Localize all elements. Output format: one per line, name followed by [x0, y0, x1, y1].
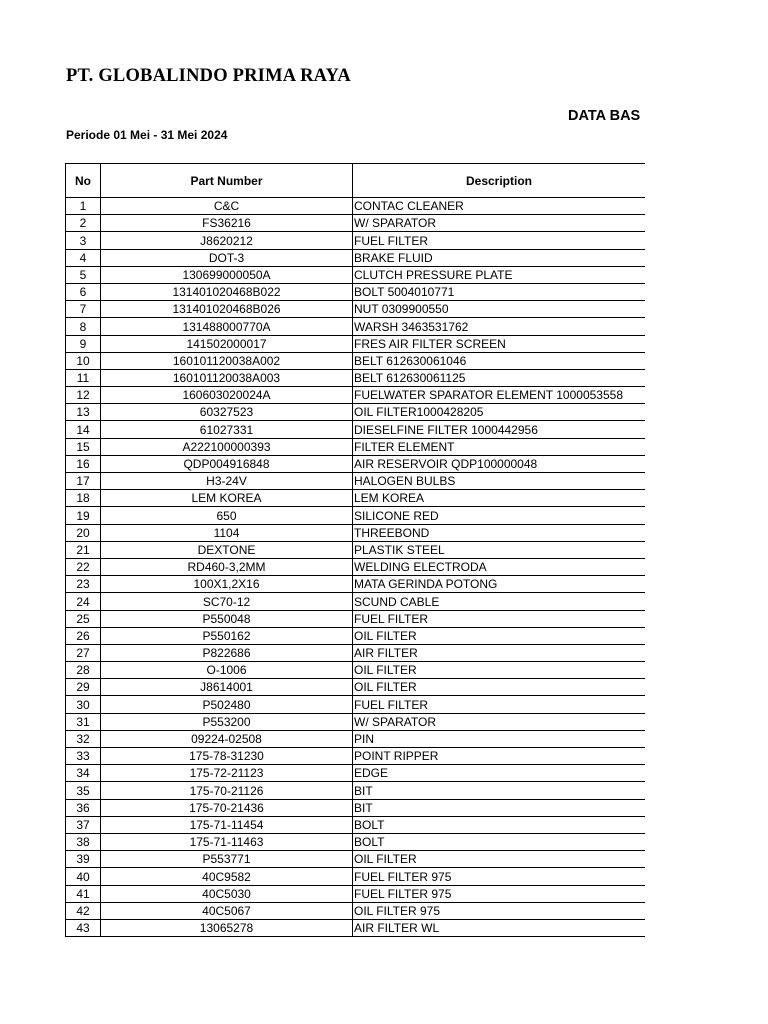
- description-cell: AIR RESERVOIR QDP100000048: [353, 455, 646, 472]
- row-number-cell: 36: [66, 799, 101, 816]
- table-row: [66, 851, 646, 868]
- table-header: [66, 164, 646, 198]
- row-number-cell: 26: [66, 627, 101, 644]
- description-cell: OIL FILTER: [353, 662, 646, 679]
- description-cell: W/ SPARATOR: [353, 215, 646, 232]
- row-number-cell: 43: [66, 919, 101, 936]
- table-row: [66, 558, 646, 575]
- header-row: [66, 164, 646, 198]
- table-row: [66, 868, 646, 885]
- row-number-cell: 4: [66, 249, 101, 266]
- row-number-cell: 30: [66, 696, 101, 713]
- part-number-cell: 131401020468B022: [101, 283, 353, 300]
- row-number-cell: 6: [66, 283, 101, 300]
- description-cell: OIL FILTER: [353, 851, 646, 868]
- description-cell: BIT: [353, 782, 646, 799]
- table-row: [66, 593, 646, 610]
- column-header-part-number: Part Number: [101, 164, 353, 198]
- row-number-cell: 14: [66, 421, 101, 438]
- table-row: [66, 627, 646, 644]
- part-number-cell: 175-70-21436: [101, 799, 353, 816]
- row-number-cell: 5: [66, 266, 101, 283]
- table-row: [66, 473, 646, 490]
- table-row: [66, 799, 646, 816]
- table-row: [66, 266, 646, 283]
- part-number-cell: 175-72-21123: [101, 765, 353, 782]
- table-row: [66, 438, 646, 455]
- description-cell: LEM KOREA: [353, 490, 646, 507]
- description-cell: W/ SPARATOR: [353, 713, 646, 730]
- row-number-cell: 11: [66, 369, 101, 386]
- row-number-cell: 23: [66, 576, 101, 593]
- row-number-cell: 29: [66, 679, 101, 696]
- description-cell: POINT RIPPER: [353, 748, 646, 765]
- table-row: [66, 524, 646, 541]
- description-cell: FUELWATER SPARATOR ELEMENT 1000053558: [353, 387, 646, 404]
- company-name: PT. GLOBALINDO PRIMA RAYA: [66, 66, 351, 86]
- part-number-cell: 40C9582: [101, 868, 353, 885]
- description-cell: AIR FILTER: [353, 644, 646, 661]
- description-cell: FRES AIR FILTER SCREEN: [353, 335, 646, 352]
- table-row: [66, 369, 646, 386]
- row-number-cell: 9: [66, 335, 101, 352]
- table-row: [66, 455, 646, 472]
- description-cell: CONTAC CLEANER: [353, 198, 646, 215]
- table-row: [66, 782, 646, 799]
- row-number-cell: 32: [66, 730, 101, 747]
- table-body: [66, 198, 646, 937]
- description-cell: BRAKE FLUID: [353, 249, 646, 266]
- description-cell: FUEL FILTER: [353, 696, 646, 713]
- row-number-cell: 18: [66, 490, 101, 507]
- table-row: [66, 541, 646, 558]
- description-cell: OIL FILTER: [353, 627, 646, 644]
- description-cell: CLUTCH PRESSURE PLATE: [353, 266, 646, 283]
- row-number-cell: 16: [66, 455, 101, 472]
- part-number-cell: A222100000393: [101, 438, 353, 455]
- table-row: [66, 833, 646, 850]
- column-header-description: Description: [353, 164, 646, 198]
- part-number-cell: P553771: [101, 851, 353, 868]
- part-number-cell: 175-78-31230: [101, 748, 353, 765]
- part-number-cell: P550048: [101, 610, 353, 627]
- row-number-cell: 22: [66, 558, 101, 575]
- part-number-cell: P822686: [101, 644, 353, 661]
- description-cell: AIR FILTER WL: [353, 919, 646, 936]
- table-row: [66, 662, 646, 679]
- description-cell: MATA GERINDA POTONG: [353, 576, 646, 593]
- table-row: [66, 283, 646, 300]
- description-cell: OIL FILTER: [353, 679, 646, 696]
- table-row: [66, 919, 646, 936]
- description-cell: EDGE: [353, 765, 646, 782]
- table-row: [66, 748, 646, 765]
- table-row: [66, 421, 646, 438]
- table-row: [66, 215, 646, 232]
- table-row: [66, 387, 646, 404]
- description-cell: BOLT: [353, 833, 646, 850]
- row-number-cell: 33: [66, 748, 101, 765]
- table-row: [66, 730, 646, 747]
- description-cell: HALOGEN BULBS: [353, 473, 646, 490]
- table-row: [66, 696, 646, 713]
- part-number-cell: 40C5030: [101, 885, 353, 902]
- row-number-cell: 20: [66, 524, 101, 541]
- table-row: [66, 507, 646, 524]
- table-row: [66, 232, 646, 249]
- part-number-cell: SC70-12: [101, 593, 353, 610]
- description-cell: BELT 612630061046: [353, 352, 646, 369]
- row-number-cell: 7: [66, 301, 101, 318]
- part-number-cell: DOT-3: [101, 249, 353, 266]
- description-cell: BOLT: [353, 816, 646, 833]
- row-number-cell: 13: [66, 404, 101, 421]
- row-number-cell: 1: [66, 198, 101, 215]
- part-number-cell: O-1006: [101, 662, 353, 679]
- part-number-cell: 160101120038A003: [101, 369, 353, 386]
- table-row: [66, 902, 646, 919]
- description-cell: OIL FILTER 975: [353, 902, 646, 919]
- description-cell: NUT 0309900550: [353, 301, 646, 318]
- part-number-cell: P550162: [101, 627, 353, 644]
- description-cell: DIESELFINE FILTER 1000442956: [353, 421, 646, 438]
- report-title: DATA BAS: [568, 108, 641, 124]
- description-cell: SILICONE RED: [353, 507, 646, 524]
- part-number-cell: QDP004916848: [101, 455, 353, 472]
- part-number-cell: 175-71-11454: [101, 816, 353, 833]
- row-number-cell: 2: [66, 215, 101, 232]
- table-row: [66, 765, 646, 782]
- table-row: [66, 301, 646, 318]
- table-row: [66, 249, 646, 266]
- row-number-cell: 10: [66, 352, 101, 369]
- description-cell: SCUND CABLE: [353, 593, 646, 610]
- row-number-cell: 19: [66, 507, 101, 524]
- part-number-cell: 40C5067: [101, 902, 353, 919]
- part-number-cell: 61027331: [101, 421, 353, 438]
- part-number-cell: RD460-3,2MM: [101, 558, 353, 575]
- description-cell: FUEL FILTER 975: [353, 885, 646, 902]
- description-cell: WARSH 3463531762: [353, 318, 646, 335]
- row-number-cell: 37: [66, 816, 101, 833]
- row-number-cell: 3: [66, 232, 101, 249]
- table-row: [66, 335, 646, 352]
- column-header-no: No: [66, 164, 101, 198]
- row-number-cell: 15: [66, 438, 101, 455]
- row-number-cell: 21: [66, 541, 101, 558]
- description-cell: BIT: [353, 799, 646, 816]
- part-number-cell: 175-70-21126: [101, 782, 353, 799]
- table-row: [66, 404, 646, 421]
- part-number-cell: 650: [101, 507, 353, 524]
- row-number-cell: 28: [66, 662, 101, 679]
- part-number-cell: 1104: [101, 524, 353, 541]
- part-number-cell: FS36216: [101, 215, 353, 232]
- report-period: Periode 01 Mei - 31 Mei 2024: [66, 128, 228, 142]
- part-number-cell: LEM KOREA: [101, 490, 353, 507]
- row-number-cell: 39: [66, 851, 101, 868]
- description-cell: FUEL FILTER: [353, 610, 646, 627]
- part-number-cell: 141502000017: [101, 335, 353, 352]
- row-number-cell: 31: [66, 713, 101, 730]
- part-number-cell: H3-24V: [101, 473, 353, 490]
- description-cell: OIL FILTER1000428205: [353, 404, 646, 421]
- description-cell: FUEL FILTER: [353, 232, 646, 249]
- part-number-cell: 175-71-11463: [101, 833, 353, 850]
- description-cell: WELDING ELECTRODA: [353, 558, 646, 575]
- table-row: [66, 644, 646, 661]
- row-number-cell: 24: [66, 593, 101, 610]
- parts-table: [65, 163, 645, 937]
- part-number-cell: 160101120038A002: [101, 352, 353, 369]
- table-row: [66, 885, 646, 902]
- table-row: [66, 318, 646, 335]
- table-row: [66, 490, 646, 507]
- table-row: [66, 713, 646, 730]
- row-number-cell: 35: [66, 782, 101, 799]
- row-number-cell: 25: [66, 610, 101, 627]
- table-row: [66, 352, 646, 369]
- row-number-cell: 8: [66, 318, 101, 335]
- part-number-cell: DEXTONE: [101, 541, 353, 558]
- row-number-cell: 27: [66, 644, 101, 661]
- row-number-cell: 41: [66, 885, 101, 902]
- row-number-cell: 12: [66, 387, 101, 404]
- table-row: [66, 576, 646, 593]
- description-cell: BELT 612630061125: [353, 369, 646, 386]
- table-row: [66, 198, 646, 215]
- part-number-cell: 13065278: [101, 919, 353, 936]
- part-number-cell: 131488000770A: [101, 318, 353, 335]
- description-cell: FUEL FILTER 975: [353, 868, 646, 885]
- row-number-cell: 34: [66, 765, 101, 782]
- row-number-cell: 38: [66, 833, 101, 850]
- description-cell: PLASTIK STEEL: [353, 541, 646, 558]
- part-number-cell: P502480: [101, 696, 353, 713]
- row-number-cell: 42: [66, 902, 101, 919]
- part-number-cell: C&C: [101, 198, 353, 215]
- description-cell: PIN: [353, 730, 646, 747]
- part-number-cell: 60327523: [101, 404, 353, 421]
- description-cell: THREEBOND: [353, 524, 646, 541]
- part-number-cell: 100X1,2X16: [101, 576, 353, 593]
- part-number-cell: 131401020468B026: [101, 301, 353, 318]
- part-number-cell: 160603020024A: [101, 387, 353, 404]
- part-number-cell: J8620212: [101, 232, 353, 249]
- description-cell: BOLT 5004010771: [353, 283, 646, 300]
- row-number-cell: 17: [66, 473, 101, 490]
- table-row: [66, 816, 646, 833]
- part-number-cell: 09224-02508: [101, 730, 353, 747]
- part-number-cell: J8614001: [101, 679, 353, 696]
- part-number-cell: 130699000050A: [101, 266, 353, 283]
- table-row: [66, 679, 646, 696]
- table-row: [66, 610, 646, 627]
- row-number-cell: 40: [66, 868, 101, 885]
- description-cell: FILTER ELEMENT: [353, 438, 646, 455]
- part-number-cell: P553200: [101, 713, 353, 730]
